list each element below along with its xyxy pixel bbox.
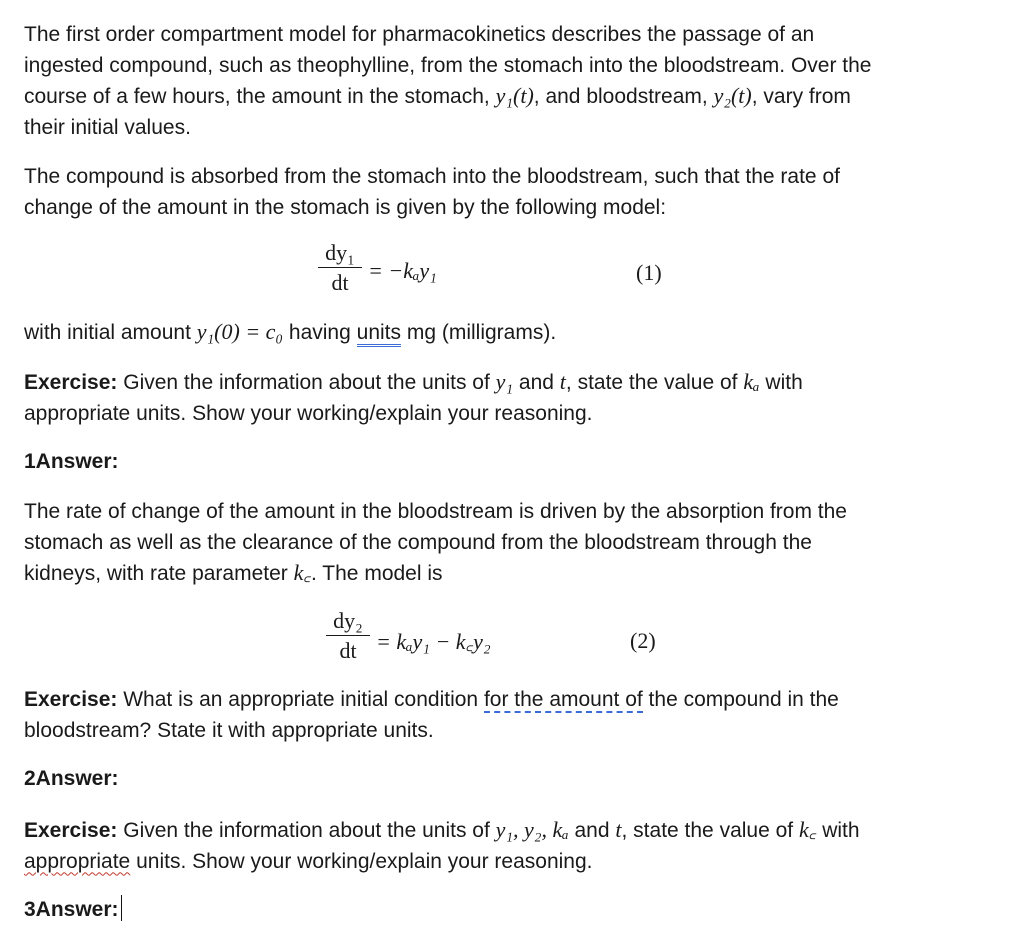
equation-1-rhs: = −kₐy₁ — [368, 258, 437, 283]
answer-2-field[interactable]: 2Answer: — [24, 767, 119, 790]
bloodstream-text: . The model is — [311, 562, 443, 585]
initial-text: with initial amount — [24, 321, 197, 344]
bloodstream-paragraph — [24, 497, 984, 590]
exercise-3-line-2 — [24, 847, 984, 878]
var-ka: kₐ — [743, 369, 760, 394]
exercise-label: Exercise: — [24, 819, 118, 842]
equation-2-denominator: dt — [339, 638, 357, 663]
initial-text: having — [283, 321, 357, 344]
var-t: t — [615, 817, 622, 842]
exercise-text: and — [513, 371, 560, 394]
var-kc: k꜀ — [798, 817, 817, 842]
equation-2-number: (2) — [630, 628, 656, 653]
bloodstream-text: kidneys, with rate parameter — [24, 562, 294, 585]
exercise-text: units. Show your working/explain your reasoning. — [130, 849, 593, 873]
exercise-3-line-1 — [24, 815, 984, 847]
exercise-label: Exercise: — [24, 688, 118, 711]
initial-math: y₁(0) = c₀ — [196, 319, 284, 344]
exercise-text: with — [759, 371, 803, 394]
y2-of-t: y₂(t) — [713, 83, 752, 108]
equation-1-fraction — [318, 240, 362, 296]
bloodstream-line-1: The rate of change of the amount in the bloodstream is driven by the absorption from the — [24, 500, 847, 523]
exercise-text: , state the value of — [565, 371, 744, 394]
intro-text: , vary from — [751, 85, 851, 108]
equation-2-numerator: dy₂ — [326, 608, 370, 636]
var-t: t — [559, 369, 566, 394]
intro-paragraph — [24, 20, 984, 143]
var-list: y₁, y₂, kₐ — [495, 817, 569, 842]
absorption-line-2: change of the amount in the stomach is given by the following model: — [24, 195, 667, 219]
exercise-3 — [24, 815, 984, 877]
exercise-2 — [24, 685, 984, 746]
intro-line-2: ingested compound, such as theophylline, from the stomach into the bloodstream. Over the — [24, 53, 872, 77]
exercise-text: What is an appropriate initial condition — [117, 688, 484, 711]
intro-line-3 — [24, 81, 984, 113]
exercise-text: , state the value of — [621, 819, 799, 842]
equation-1-denominator: dt — [331, 270, 349, 295]
exercise-label: Exercise: — [24, 371, 118, 394]
exercise-1-line-2: appropriate units. Show your working/explain your reasoning. — [24, 401, 593, 425]
initial-condition-line — [24, 317, 984, 349]
bloodstream-line-3 — [24, 558, 984, 590]
exercise-text: with — [816, 819, 860, 842]
answer-3-label: 3Answer: — [24, 898, 119, 921]
equation-2-fraction — [326, 608, 370, 664]
equation-1-number: (1) — [636, 260, 662, 285]
y1-of-t: y₁(t) — [495, 83, 534, 108]
equation-1-numerator: dy₁ — [318, 240, 362, 268]
var-kc: k꜀ — [293, 560, 312, 585]
text-cursor — [121, 895, 123, 921]
exercise-text: the compound in the — [642, 688, 839, 711]
units-word: units — [357, 321, 401, 347]
absorption-paragraph — [24, 162, 984, 223]
absorption-line-1: The compound is absorbed from the stomach into the bloodstream, such that the rate of — [24, 165, 840, 188]
intro-text: , and bloodstream, — [533, 85, 714, 108]
intro-line-1: The first order compartment model for pharmacokinetics describes the passage of an — [24, 23, 815, 46]
bloodstream-line-2: stomach as well as the clearance of the compound from the bloodstream through the — [24, 530, 812, 554]
exercise-text: and — [568, 819, 616, 842]
exercise-1-line-1 — [24, 367, 984, 399]
grammar-flag[interactable]: for the amount of — [483, 688, 643, 711]
intro-line-4: their initial values. — [24, 115, 191, 139]
var-y1: y₁ — [495, 369, 514, 394]
exercise-text: Given the information about the units of — [117, 371, 496, 394]
exercise-1 — [24, 367, 984, 429]
answer-1-field[interactable]: 1Answer: — [24, 450, 119, 473]
spelling-flag[interactable]: appropriate — [24, 849, 131, 873]
exercise-2-line-2: bloodstream? State it with appropriate units. — [24, 718, 434, 742]
exercise-2-line-1 — [24, 685, 984, 716]
equation-2-rhs: = kₐy₁ − k꜀y₂ — [376, 629, 491, 654]
exercise-text: Given the information about the units of — [117, 819, 496, 842]
intro-text: course of a few hours, the amount in the stomach, — [24, 85, 496, 108]
answer-3-field[interactable] — [24, 895, 122, 922]
initial-text: mg (milligrams). — [401, 321, 557, 344]
